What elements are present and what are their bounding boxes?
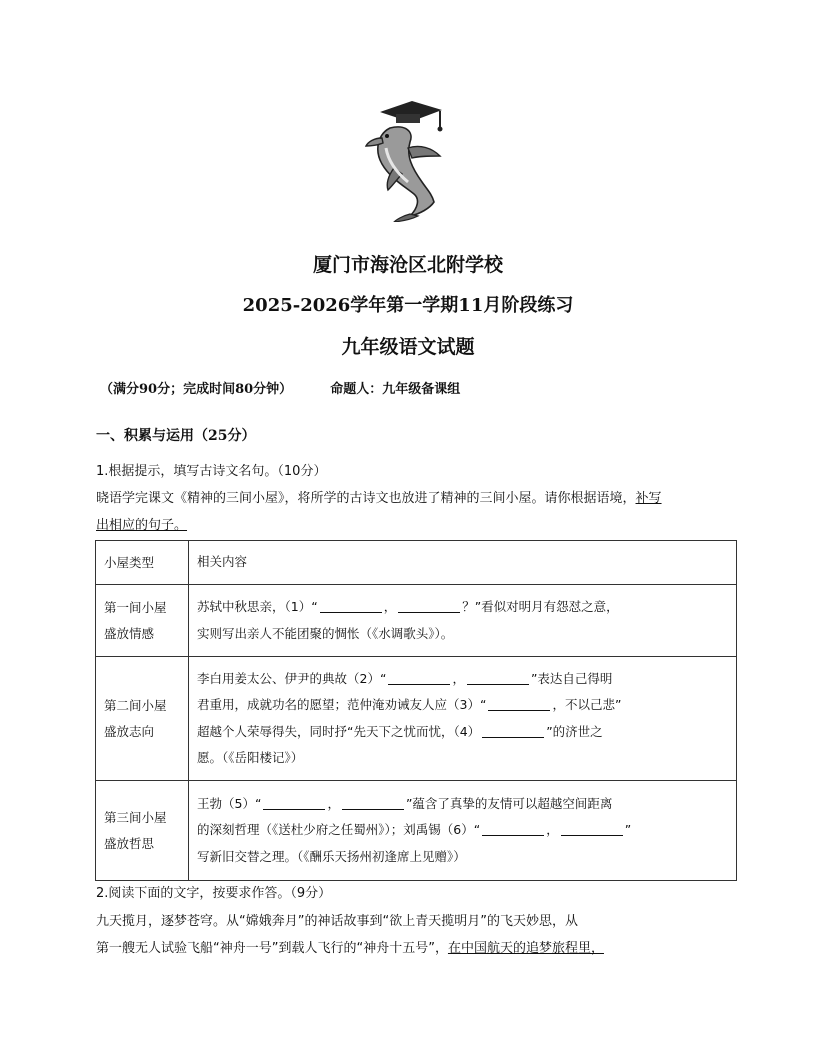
answer-blank[interactable] (561, 822, 623, 836)
answer-blank[interactable] (388, 671, 450, 685)
header-cell: 小屋类型 (96, 541, 189, 585)
author-info: 命题人：九年级备课组 (330, 382, 461, 397)
table-row (96, 585, 737, 657)
content-cell: 王勃（5）“ ， ”蕴含了真挚的友情可以超越空间距离 的深刻哲理（《送杜少府之任蜀州》）；刘禹锡（6）“ ， ” 写新旧交替之理。（《酬乐天扬州初逢席上见赠》） (189, 781, 737, 881)
section-title: 一、积累与运用（25分） (96, 428, 256, 444)
poem-table (95, 540, 737, 881)
question-1-heading: 1.根据提示，填写古诗文名句。（10分） (96, 464, 327, 479)
school-name: 厦门市海沧区北附学校 (312, 254, 503, 276)
score-info: （满分90分；完成时间80分钟） (100, 382, 293, 397)
question-2-heading: 2.阅读下面的文字，按要求作答。（9分） (96, 886, 332, 901)
subject-title: 九年级语文试题 (341, 336, 475, 358)
content-cell: 李白用姜太公、伊尹的典故（2）“ ， ”表达自己得明 君重用，成就功名的愿望；范仲淹劝诫友人应（3）“ ，不以己悲” 超越个人荣辱得失，同时抒“先天下之忧而忧，（4） ”的济世之 愿。（《岳阳楼记》） (189, 657, 737, 781)
room-type-cell: 第一间小屋 盛放情感 (96, 585, 189, 657)
dolphin-graduation-cap-icon (360, 98, 456, 222)
table-row (96, 781, 737, 881)
answer-blank[interactable] (488, 697, 550, 711)
question-2-paragraph-cont: 第一艘无人试验飞船“神舟一号”到载人飞行的“神舟十五号”，在中国航天的追梦旅程里， (96, 941, 604, 956)
header-cell: 相关内容 (189, 541, 737, 585)
answer-blank[interactable] (398, 599, 460, 613)
table-row (96, 657, 737, 781)
question-1-intro-cont: 出相应的句子。 (96, 518, 188, 533)
answer-blank[interactable] (342, 796, 404, 810)
answer-blank[interactable] (263, 796, 325, 810)
table-header-row (96, 541, 737, 585)
answer-blank[interactable] (482, 822, 544, 836)
room-type-cell: 第二间小屋 盛放志向 (96, 657, 189, 781)
answer-blank[interactable] (482, 724, 544, 738)
room-type-cell: 第三间小屋 盛放哲思 (96, 781, 189, 881)
question-1-intro: 晓语学完课文《精神的三间小屋》，将所学的古诗文也放进了精神的三间小屋。请你根据语境，补写 (96, 491, 662, 506)
question-2-paragraph: 九天揽月，逐梦苍穹。从“嫦娥奔月”的神话故事到“欲上青天揽明月”的飞天妙思，从 (96, 914, 578, 929)
answer-blank[interactable] (467, 671, 529, 685)
answer-blank[interactable] (320, 599, 382, 613)
content-cell: 苏轼中秋思亲，（1）“ ， ？”看似对明月有怨怼之意， 实则写出亲人不能团聚的惆怅（《水调歌头》）。 (189, 585, 737, 657)
term-title: 2025-2026学年第一学期11月阶段练习 (242, 295, 574, 316)
exam-meta (100, 378, 460, 397)
